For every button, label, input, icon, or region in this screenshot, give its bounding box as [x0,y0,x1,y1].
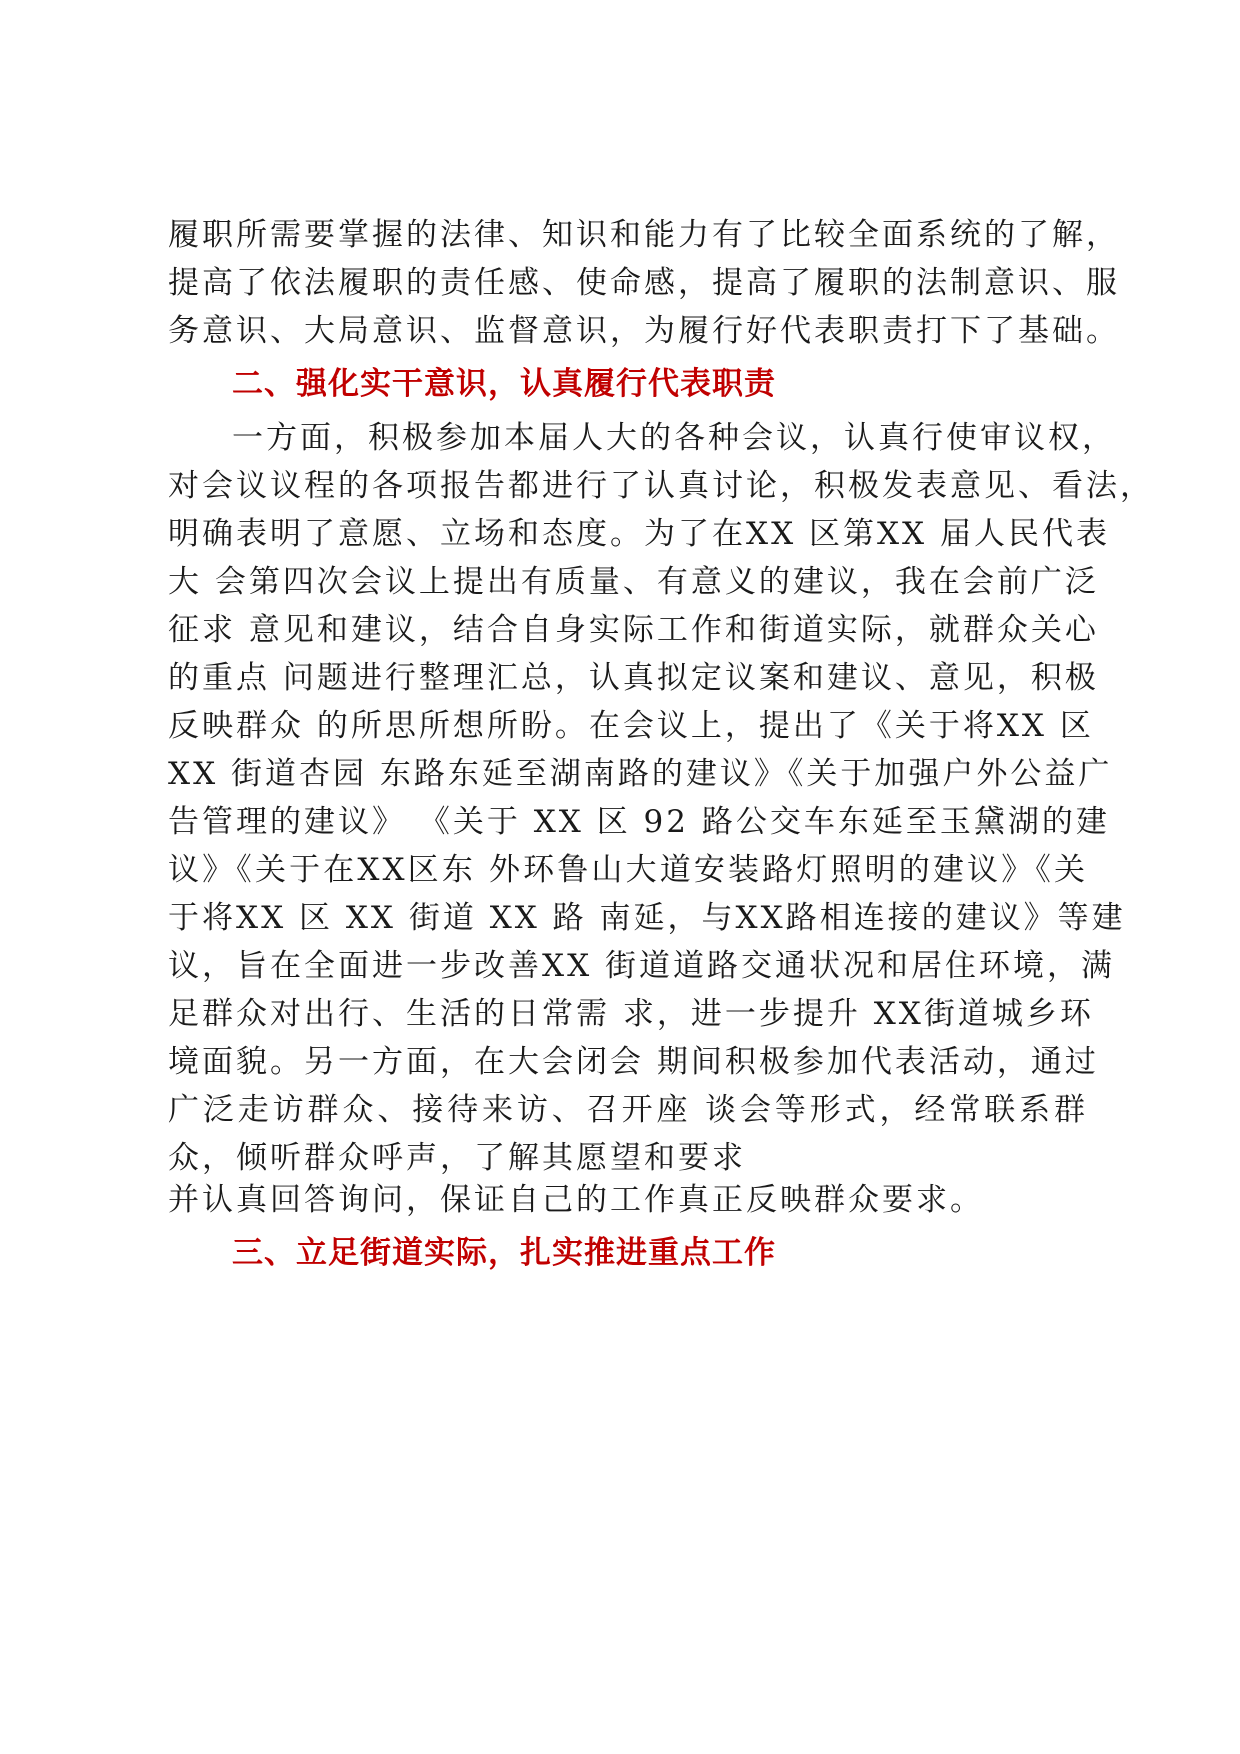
body-line-13: 足群众对出行、生活的日常需 求，进一步提升 XX街道城乡环 [168,996,1094,1032]
section-heading-3: 三、立足街道实际，扎实推进重点工作 [232,1235,776,1271]
body-line-10: 议》《关于在XX区东 外环鲁山大道安装路灯照明的建议》《关 [168,852,1088,888]
section-heading-2: 二、强化实干意识，认真履行代表职责 [232,366,776,402]
body-line-9: 告管理的建议》 《关于 XX 区 92 路公交车东延至玉黛湖的建 [168,804,1110,840]
body-line-1: 一方面，积极参加本届人大的各种会议，认真行使审议权， [232,420,1116,456]
body-line-2: 对会议议程的各项报告都进行了认真讨论，积极发表意见、看法， [168,468,1154,504]
body-line-3: 明确表明了意愿、立场和态度。为了在XX 区第XX 届人民代表 [168,516,1110,552]
body-line-8: XX 街道杏园 东路东延至湖南路的建议》《关于加强户外公益广 [168,756,1113,792]
body-line-14: 境面貌。另一方面，在大会闭会 期间积极参加代表活动，通过 [168,1044,1099,1080]
body-line-7: 反映群众 的所思所想所盼。在会议上，提出了《关于将XX 区 [168,708,1094,744]
intro-line-2: 提高了依法履职的责任感、使命感，提高了履职的法制意识、服 [168,265,1120,301]
intro-line-1: 履职所需要掌握的法律、知识和能力有了比较全面系统的了解， [168,217,1120,253]
body-line-5: 征求 意见和建议，结合自身实际工作和街道实际，就群众关心 [168,612,1099,648]
body-line-4: 大 会第四次会议上提出有质量、有意义的建议，我在会前广泛 [168,564,1099,600]
intro-line-3: 务意识、大局意识、监督意识，为履行好代表职责打下了基础。 [168,313,1120,349]
body-line-11: 于将XX 区 XX 街道 XX 路 南延，与XX路相连接的建议》等建 [168,900,1126,936]
body-line-17: 并认真回答询问，保证自己的工作真正反映群众要求。 [168,1182,984,1218]
body-line-12: 议，旨在全面进一步改善XX 街道道路交通状况和居住环境，满 [168,948,1115,984]
body-line-15: 广泛走访群众、接待来访、召开座 谈会等形式，经常联系群 [168,1092,1088,1128]
body-line-16: 众，倾听群众呼声，了解其愿望和要求 [168,1140,746,1176]
body-line-6: 的重点 问题进行整理汇总，认真拟定议案和建议、意见，积极 [168,660,1099,696]
